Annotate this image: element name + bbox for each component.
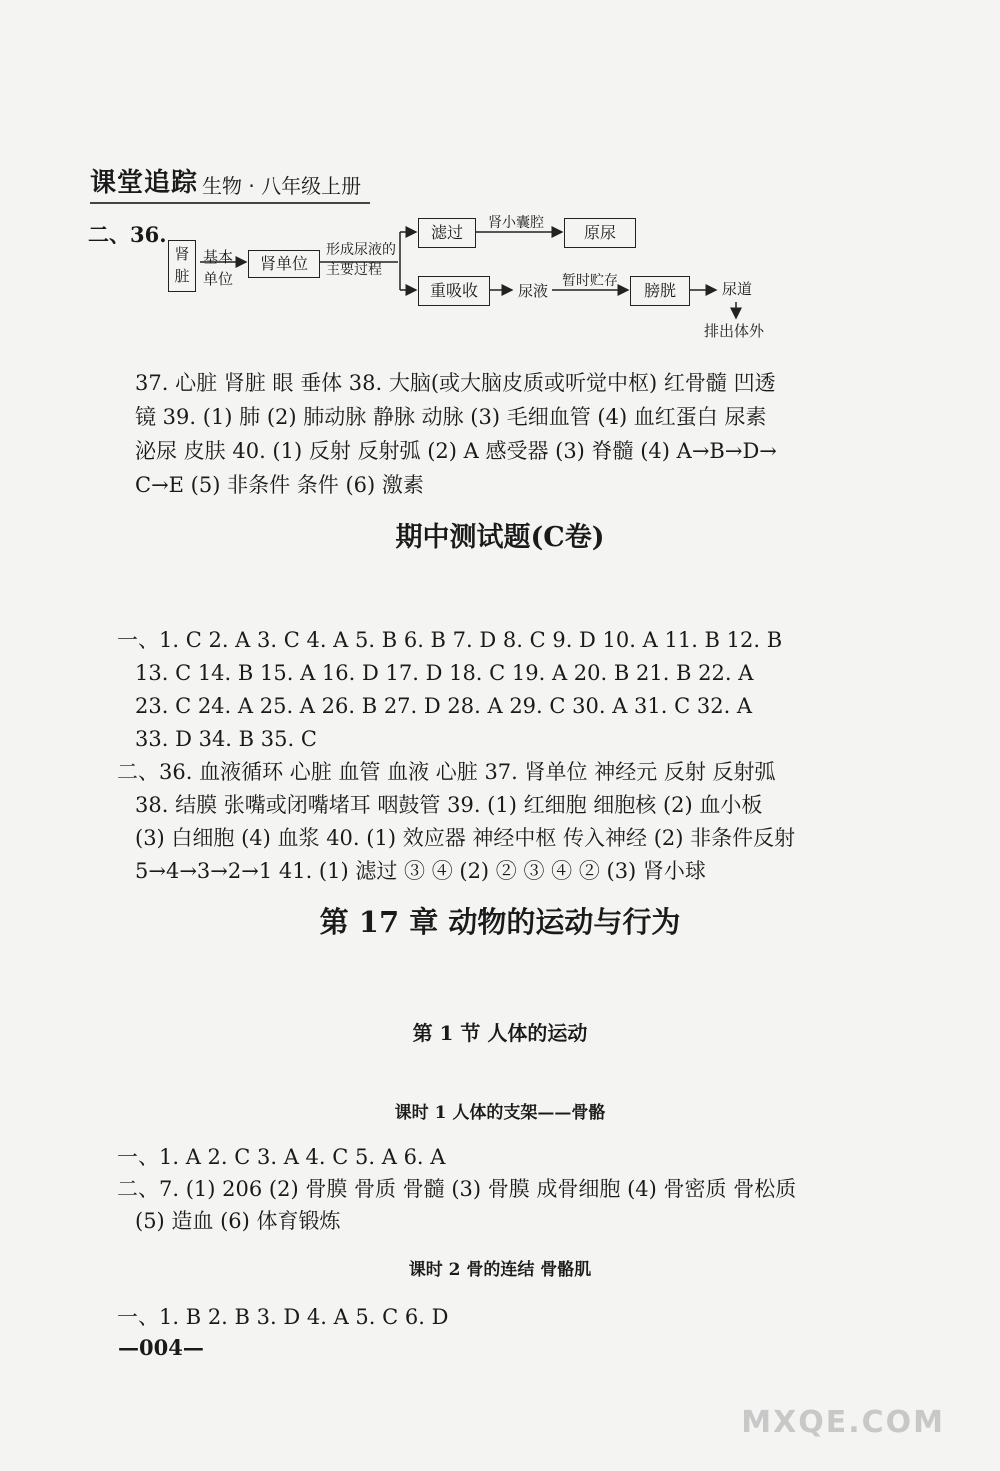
basic-unit-label: 基本单位 (203, 248, 234, 288)
section-title: 第 1 节 人体的运动 (412, 1021, 588, 1045)
excrete-label: 排出体外 (704, 322, 765, 340)
lesson-line: (5) 造血 (6) 体育锻炼 (135, 1209, 341, 1233)
exam-line: 二、36. 血液循环 心脏 血管 血液 心脏 37. 肾单位 神经元 反射 反射弧 (117, 760, 776, 784)
chapter-title: 第 17 章 动物的运动与行为 (319, 905, 681, 939)
nephron-box: 肾单位 (248, 250, 320, 278)
lesson-line: 一、1. B 2. B 3. D 4. A 5. C 6. D (117, 1305, 449, 1329)
exam-line: 33. D 34. B 35. C (135, 727, 317, 751)
exam-line: 38. 结膜 张嘴或闭嘴堵耳 咽鼓管 39. (1) 红细胞 细胞核 (2) 血小板 (135, 793, 763, 817)
answer-line: 37. 心脏 肾脏 眼 垂体 38. 大脑(或大脑皮质或听觉中枢) 红骨髓 凹透 (135, 371, 776, 395)
kidney-box: 肾脏 (168, 240, 196, 292)
exam-title: 期中测试题(C卷) (395, 522, 605, 553)
bladder-box: 膀胱 (630, 276, 690, 306)
lesson-line: 二、7. (1) 206 (2) 骨膜 骨质 骨髓 (3) 骨膜 成骨细胞 (4) 骨密质 骨松质 (117, 1177, 797, 1201)
answer-line: 泌尿 皮肤 40. (1) 反射 反射弧 (2) A 感受器 (3) 脊髓 (4) A→B→D→ (135, 439, 777, 463)
urethra-label: 尿道 (722, 280, 753, 298)
lesson-line: 一、1. A 2. C 3. A 4. C 5. A 6. A (117, 1145, 446, 1169)
exam-line: (3) 白细胞 (4) 血浆 40. (1) 效应器 神经中枢 传入神经 (2) 非条件反射 (135, 826, 796, 850)
page-number: —004— (118, 1335, 204, 1360)
exam-line: 13. C 14. B 15. A 16. D 17. D 18. C 19. A 20. B 21. B 22. A (135, 661, 754, 685)
reabsorption-box: 重吸收 (418, 276, 490, 306)
urine-label: 尿液 (518, 282, 549, 300)
answer-line: C→E (5) 非条件 条件 (6) 激素 (135, 473, 424, 497)
exam-line: 一、1. C 2. A 3. C 4. A 5. B 6. B 7. D 8. C 9. D 10. A 11. B 12. B (117, 628, 783, 652)
exam-line: 23. C 24. A 25. A 26. B 27. D 28. A 29. C 30. A 31. C 32. A (135, 694, 753, 718)
subject-title: 生物 · 八年级上册 (202, 174, 362, 198)
process-label: 形成尿液的主要过程 (326, 242, 396, 278)
brand-title: 课堂追踪 (90, 168, 199, 198)
diagram-label: 二、36. (88, 222, 167, 247)
lesson1-title: 课时 1 人体的支架——骨骼 (394, 1103, 606, 1123)
filtration-box: 滤过 (418, 218, 476, 248)
answer-line: 镜 39. (1) 肺 (2) 肺动脉 静脉 动脉 (3) 毛细血管 (4) 血红蛋白 尿素 (135, 405, 767, 429)
diagram-arrows (0, 0, 1000, 360)
storage-label: 暂时贮存 (562, 273, 618, 289)
capsule-label: 肾小囊腔 (488, 215, 544, 231)
lesson2-title: 课时 2 骨的连结 骨骼肌 (408, 1260, 592, 1280)
primary-urine-box: 原尿 (564, 218, 636, 248)
exam-line: 5→4→3→2→1 41. (1) 滤过 ③ ④ (2) ② ③ ④ ② (3) 肾小球 (135, 859, 706, 883)
watermark: MXQE.COM (741, 1405, 945, 1440)
